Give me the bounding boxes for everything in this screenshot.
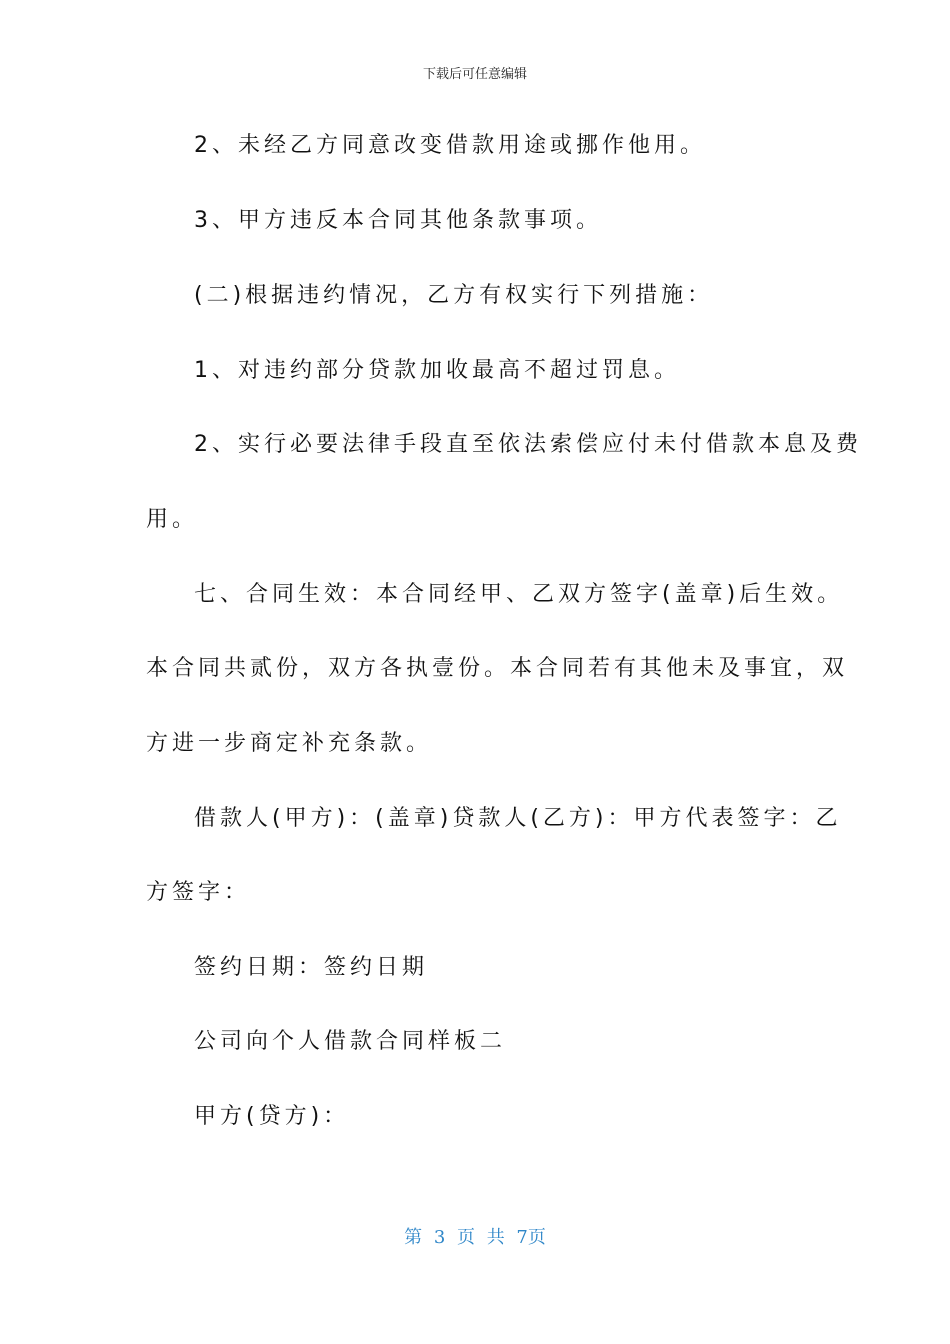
paragraph-line: 1、对违约部分贷款加收最高不超过罚息。: [194, 358, 680, 383]
paragraph-line: 3、甲方违反本合同其他条款事项。: [194, 208, 602, 233]
paragraph-line: 七、合同生效：本合同经甲、乙双方签字(盖章)后生效。: [194, 582, 844, 607]
paragraph-line: 本合同共贰份，双方各执壹份。本合同若有其他未及事宜，双: [146, 656, 849, 681]
page-header: 下载后可任意编辑: [422, 67, 527, 82]
page-number-footer: 第 3 页 共 7页: [404, 1227, 546, 1248]
signature-line: 方签字：: [146, 880, 251, 905]
paragraph-line: (二)根据违约情况，乙方有权实行下列措施：: [194, 283, 714, 308]
paragraph-line: 方进一步商定补充条款。: [146, 731, 433, 756]
party-line: 甲方(贷方)：: [194, 1104, 350, 1129]
paragraph-line: 用。: [146, 507, 199, 532]
signing-date-line: 签约日期：签约日期: [194, 955, 429, 980]
paragraph-line: 2、未经乙方同意改变借款用途或挪作他用。: [194, 133, 706, 158]
paragraph-line: 2、实行必要法律手段直至依法索偿应付未付借款本息及费: [194, 432, 862, 457]
section-title: 公司向个人借款合同样板二: [194, 1029, 507, 1054]
signature-line: 借款人(甲方)：(盖章)贷款人(乙方)：甲方代表签字：乙: [194, 806, 842, 831]
